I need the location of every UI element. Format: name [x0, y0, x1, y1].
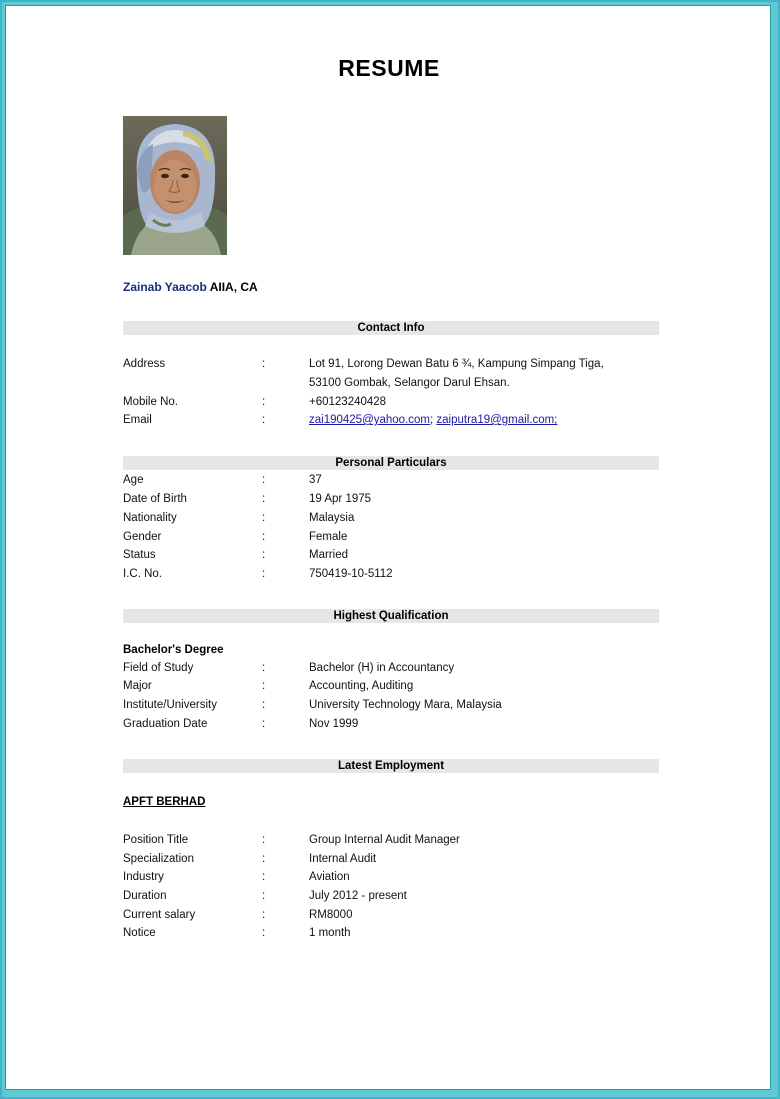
employment-row	[123, 853, 663, 870]
profile-photo	[123, 116, 227, 255]
field-label: Nationality	[123, 512, 177, 524]
personal-row	[123, 474, 663, 491]
field-value: Group Internal Audit Manager	[309, 834, 460, 846]
employment-row	[123, 871, 663, 888]
field-value: Aviation	[309, 871, 350, 883]
company-name: APFT BERHAD	[123, 796, 206, 808]
colon: :	[262, 718, 266, 730]
email-link-yahoo[interactable]: zai190425@yahoo.com	[309, 414, 431, 426]
field-value: RM8000	[309, 909, 353, 921]
colon: :	[262, 834, 266, 846]
field-value: 750419-10-5112	[309, 568, 393, 580]
section-header-qualification: Highest Qualification	[123, 609, 659, 623]
colon: :	[262, 549, 266, 561]
field-label: Notice	[123, 927, 156, 939]
colon: :	[262, 927, 266, 939]
colon: :	[262, 512, 266, 524]
field-label: Gender	[123, 531, 162, 543]
page-title: RESUME	[338, 55, 440, 81]
field-label: Email	[123, 414, 152, 426]
qualification-row	[123, 718, 663, 735]
colon: :	[262, 474, 266, 486]
candidate-first-name: Zainab Yaacob	[123, 280, 207, 294]
employment-row	[123, 890, 663, 907]
colon: :	[262, 396, 266, 408]
section-header-employment: Latest Employment	[123, 759, 659, 773]
field-label: Date of Birth	[123, 493, 187, 505]
colon: :	[262, 890, 266, 902]
field-label: Current salary	[123, 909, 196, 921]
field-label: Mobile No.	[123, 396, 178, 408]
field-label: Specialization	[123, 853, 194, 865]
colon: :	[262, 871, 266, 883]
section-header-contact: Contact Info	[123, 321, 659, 335]
employment-row	[123, 834, 663, 851]
email-values	[309, 414, 557, 426]
colon: :	[262, 568, 266, 580]
field-label: Graduation Date	[123, 718, 208, 730]
field-label: Status	[123, 549, 156, 561]
colon: :	[262, 680, 266, 692]
colon: :	[262, 909, 266, 921]
candidate-credentials: AIIA, CA	[209, 280, 258, 294]
colon: :	[262, 531, 266, 543]
colon: :	[262, 853, 266, 865]
personal-row	[123, 493, 663, 510]
personal-row	[123, 512, 663, 529]
field-value: Malaysia	[309, 512, 355, 524]
field-value: 1 month	[309, 927, 351, 939]
field-value: Lot 91, Lorong Dewan Batu 6 ¾, Kampung Simpang Tiga,	[309, 358, 604, 370]
degree-title: Bachelor's Degree	[123, 644, 224, 656]
colon: :	[262, 699, 266, 711]
field-label: Field of Study	[123, 662, 194, 674]
employment-row	[123, 927, 663, 944]
colon: :	[262, 662, 266, 674]
field-value: Nov 1999	[309, 718, 359, 730]
email-separator: ;	[430, 414, 437, 426]
resume-page	[5, 5, 771, 1090]
contact-email-row	[123, 414, 663, 431]
field-value: Married	[309, 549, 348, 561]
field-value: Bachelor (H) in Accountancy	[309, 662, 455, 674]
contact-address-row	[123, 358, 663, 375]
field-label: Industry	[123, 871, 164, 883]
field-value: University Technology Mara, Malaysia	[309, 699, 502, 711]
section-header-personal: Personal Particulars	[123, 456, 659, 470]
field-value: 37	[309, 474, 322, 486]
field-label: Duration	[123, 890, 167, 902]
qualification-row	[123, 662, 663, 679]
personal-row	[123, 568, 663, 585]
field-value: +60123240428	[309, 396, 387, 408]
personal-row	[123, 549, 663, 566]
email-link-gmail[interactable]: zaiputra19@gmail.com;	[436, 414, 558, 426]
field-value: 53100 Gombak, Selangor Darul Ehsan.	[309, 377, 510, 389]
qualification-row	[123, 680, 663, 697]
contact-mobile-row	[123, 396, 663, 413]
colon: :	[262, 358, 266, 370]
field-label: Age	[123, 474, 144, 486]
colon: :	[262, 493, 266, 505]
field-value: 19 Apr 1975	[309, 493, 372, 505]
personal-row	[123, 531, 663, 548]
field-label: Address	[123, 358, 166, 370]
qualification-row	[123, 699, 663, 716]
field-label: Major	[123, 680, 152, 692]
field-value: Accounting, Auditing	[309, 680, 414, 692]
field-label: I.C. No.	[123, 568, 162, 580]
employment-row	[123, 909, 663, 926]
field-value: July 2012 - present	[309, 890, 407, 902]
field-value: Female	[309, 531, 348, 543]
field-label: Position Title	[123, 834, 189, 846]
field-label: Institute/University	[123, 699, 217, 711]
contact-address-row-2	[123, 377, 663, 394]
candidate-name	[123, 280, 258, 294]
colon: :	[262, 414, 266, 426]
field-value: Internal Audit	[309, 853, 377, 865]
